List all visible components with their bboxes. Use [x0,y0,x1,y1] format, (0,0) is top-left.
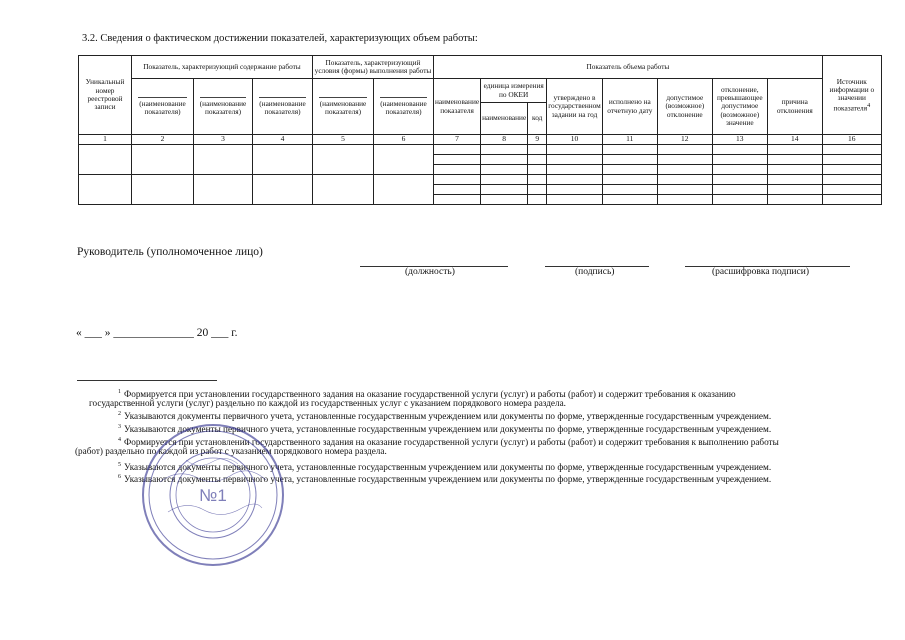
data-cell [822,195,881,205]
data-cell [712,195,767,205]
data-cell [712,165,767,175]
data-cell [657,165,712,175]
data-cell [434,185,481,195]
data-cell [602,195,657,205]
data-cell [547,175,603,185]
data-cell [602,155,657,165]
data-cell [767,145,822,155]
data-cell [528,175,547,185]
data-cell [767,155,822,165]
data-cell [657,195,712,205]
footnote-1-line-2: государственной услуги (услуг) раздельно по каждой из государственных услуг с указанием порядкового номера раздела. [89,398,566,408]
header-source-text: Источник информации о значении показателя [829,76,875,113]
footnote-text: Указываются документы первичного учета, установленные государственным учреждением или документы по форме, утвержденные государственным учреждением. [124,474,772,484]
header-unit-name: наименование [481,103,528,135]
data-cell [528,145,547,155]
sub-indicator-label: (наименование показателя) [139,98,186,116]
data-cell [132,145,194,175]
data-cell [547,145,603,155]
data-cell [194,145,253,175]
footnote-mark: 4 [118,437,121,443]
data-cell [547,155,603,165]
data-cell [481,165,528,175]
col-number: 2 [132,135,194,145]
data-cell [712,185,767,195]
data-cell [767,175,822,185]
data-cell [481,155,528,165]
data-cell [657,185,712,195]
footnote-mark: 3 [118,424,121,430]
header-source [822,56,881,135]
header-content-indicator: Показатель, характеризующий содержание работы [132,56,313,79]
data-cell [528,165,547,175]
sub-indicator-cell [374,79,434,135]
col-number: 10 [547,135,603,145]
data-cell [374,175,434,205]
data-cell [434,145,481,155]
position-caption: (должность) [405,267,455,277]
data-cell [434,175,481,185]
data-cell [374,145,434,175]
data-cell [822,185,881,195]
data-cell [712,175,767,185]
data-cell [547,195,603,205]
col-number: 6 [374,135,434,145]
data-cell [253,145,313,175]
header-unit-code: код [528,103,547,135]
data-cell [712,155,767,165]
header-approved: утверждено в государственном задании на год [547,79,603,135]
data-cell [657,175,712,185]
data-cell [602,145,657,155]
data-cell [194,175,253,205]
sign-caption: (подпись) [575,267,615,277]
sub-indicator-label: (наименование показателя) [380,98,427,116]
footnote-mark: 6 [118,474,121,480]
section-title: 3.2. Сведения о фактическом достижении показателей, характеризующих объем работы: [82,33,478,44]
data-cell [547,185,603,195]
col-number: 8 [481,135,528,145]
header-source-footnote-mark: 4 [867,102,871,109]
data-cell [767,185,822,195]
data-cell [602,165,657,175]
data-cell [657,145,712,155]
data-cell [481,175,528,185]
header-indicator-name: наименование показателя [434,79,481,135]
footnote-mark: 1 [118,389,121,395]
data-cell [528,155,547,165]
col-number: 1 [79,135,132,145]
data-cell [313,175,374,205]
footnote-mark: 5 [118,462,121,468]
col-number: 3 [194,135,253,145]
data-cell [132,175,194,205]
footnote-rule [77,380,217,381]
data-cell [79,175,132,205]
data-cell [313,145,374,175]
head-label: Руководитель (уполномоченное лицо) [77,246,263,258]
data-cell [822,155,881,165]
data-cell [481,195,528,205]
header-deviation-reason: причина отклонения [767,79,822,135]
data-cell [481,145,528,155]
col-number: 9 [528,135,547,145]
data-cell [602,185,657,195]
data-cell [602,175,657,185]
footnote-4-line-2: (работ) раздельно по каждой из работ с указанием порядкового номера раздела. [75,446,387,456]
official-stamp-icon [138,420,288,570]
footnote-mark: 2 [118,411,121,417]
sub-indicator-cell [313,79,374,135]
col-number: 11 [602,135,657,145]
stamp-center-text: №1 [199,486,227,505]
header-exceeding-deviation: отклонение, превышающее допустимое (возможное) значение [712,79,767,135]
data-cell [528,195,547,205]
sub-indicator-cell [132,79,194,135]
date-line: « ___ » ______________ 20 ___ г. [76,327,238,339]
col-number: 16 [822,135,881,145]
data-cell [434,195,481,205]
data-cell [767,195,822,205]
footnote-text: Указываются документы первичного учета, установленные государственным учреждением или документы по форме, утвержденные государственным учреждением. [124,411,772,421]
data-cell [822,175,881,185]
data-cell [822,165,881,175]
sub-indicator-label: (наименование показателя) [199,98,247,116]
sub-indicator-cell [253,79,313,135]
data-cell [528,185,547,195]
col-number: 5 [313,135,374,145]
data-cell [547,165,603,175]
data-cell [767,165,822,175]
footnote-text: Указываются документы первичного учета, установленные государственным учреждением или документы по форме, утвержденные государственным учреждением. [124,424,772,434]
col-number: 14 [767,135,822,145]
data-cell [434,155,481,165]
footnote-text: Указываются документы первичного учета, установленные государственным учреждением или документы по форме, утвержденные государственным учреждением. [124,462,772,472]
header-allowed-deviation: допустимое (возможное) отклонение [657,79,712,135]
sub-indicator-cell [194,79,253,135]
data-cell [481,185,528,195]
data-cell [434,165,481,175]
data-cell [822,145,881,155]
data-cell [657,155,712,165]
sub-indicator-label: (наименование показателя) [259,98,306,116]
header-executed: исполнено на отчетную дату [602,79,657,135]
footnote-text: Формируется при установлении государственного задания на оказание государственной услуги (услуг) и работы (работ) и содержит требования к выполнению работы [124,437,779,447]
data-cell [79,145,132,175]
col-number: 4 [253,135,313,145]
report-table [78,55,882,205]
col-number: 7 [434,135,481,145]
decode-caption: (расшифровка подписи) [712,267,809,277]
sub-indicator-label: (наименование показателя) [319,98,367,116]
footnote-text: Формируется при установлении государственного задания на оказание государственной услуги (услуг) и работы (работ) и содержит требования к оказанию [124,389,736,399]
header-condition-indicator: Показатель, характеризующий условия (формы) выполнения работы [313,56,434,79]
col-number: 13 [712,135,767,145]
header-unit-okei: единица измерения по ОКЕИ [481,79,547,103]
header-unique-number: Уникальный номер реестровой записи [79,56,132,135]
col-number: 12 [657,135,712,145]
data-cell [253,175,313,205]
header-volume-indicator: Показатель объема работы [434,56,823,79]
data-cell [712,145,767,155]
